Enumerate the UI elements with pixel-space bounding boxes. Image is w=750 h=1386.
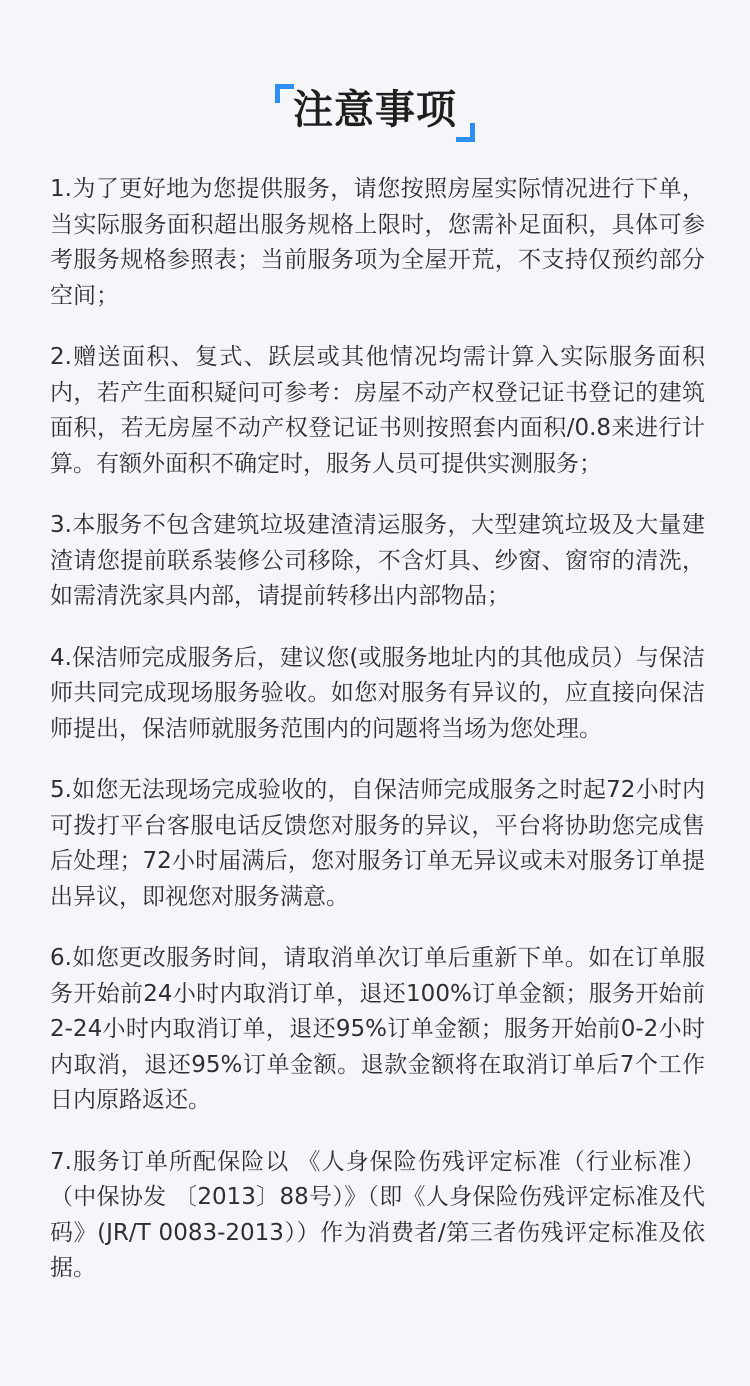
notice-list [50, 172, 705, 1313]
notice-item-7: 7.服务订单所配保险以 《人身保险伤残评定标准（行业标准）（中保协发 〔2013〕88号）》（即《人身保险伤残评定标准及代码》(JR/T 0083-2013））作为消费者/第三者伤残评定标准及依据。 [50, 1148, 705, 1281]
notice-item-5: 5.如您无法现场完成验收的，自保洁师完成服务之时起72小时内可拨打平台客服电话反馈您对服务的异议，平台将协助您完成售后处理；72小时届满后，您对服务订单无异议或未对服务订单提出异议，即视您对服务满意。 [50, 777, 705, 910]
left-bracket-decoration [275, 84, 294, 103]
page-header [0, 80, 750, 140]
notice-item-2: 2.赠送面积、复式、跃层或其他情况均需计算入实际服务面积内，若产生面积疑问可参考：房屋不动产权登记证书登记的建筑面积，若无房屋不动产权登记证书则按照套内面积/0.8来进行计算。有额外面积不确定时，服务人员可提供实测服务； [50, 344, 705, 477]
notice-item-1: 1.为了更好地为您提供服务，请您按照房屋实际情况进行下单，当实际服务面积超出服务规格上限时，您需补足面积，具体可参考服务规格参照表；当前服务项为全屋开荒，不支持仅预约部分空间； [50, 176, 705, 309]
notice-item-3: 3.本服务不包含建筑垃圾建渣清运服务，大型建筑垃圾及大量建渣请您提前联系装修公司移除，不含灯具、纱窗、窗帘的清洗，如需清洗家具内部，请提前转移出内部物品； [50, 512, 705, 609]
page-title: 注意事项 [293, 87, 457, 133]
right-bracket-decoration [456, 123, 475, 142]
notice-item-4: 4.保洁师完成服务后，建议您(或服务地址内的其他成员）与保洁师共同完成现场服务验收。如您对服务有异议的，应直接向保洁师提出，保洁师就服务范围内的问题将当场为您处理。 [50, 644, 705, 742]
notice-item-6: 6.如您更改服务时间，请取消单次订单后重新下单。如在订单服务开始前24小时内取消订单，退还100%订单金额；服务开始前2-24小时内取消订单，退还95%订单金额；服务开始前0-2小时内取消，退还95%订单金额。退款金额将在取消订单后7个工作日内原路返还。 [50, 945, 705, 1113]
title-wrapper [271, 82, 479, 138]
